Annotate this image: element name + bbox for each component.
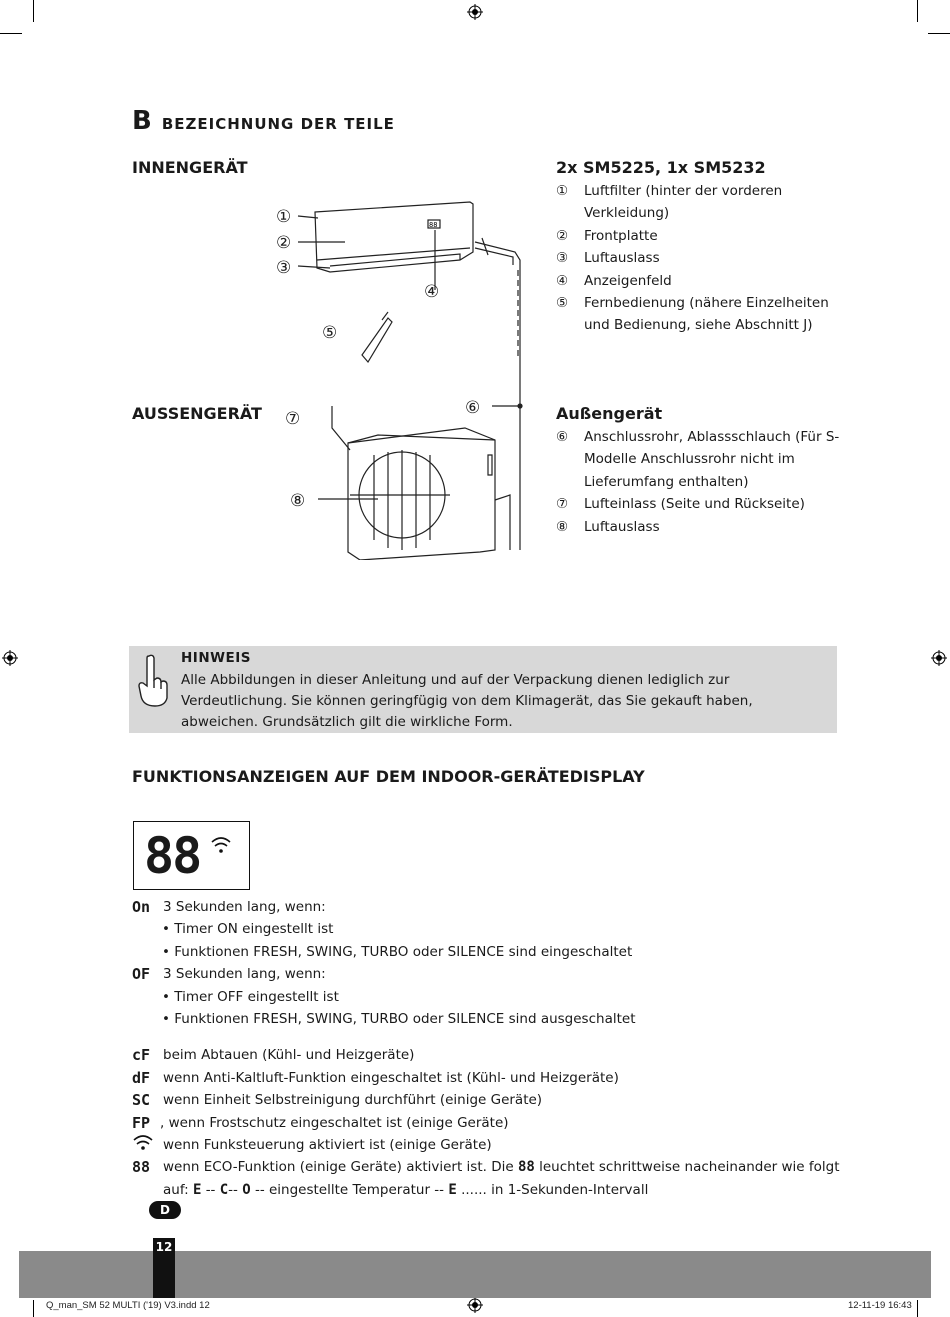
callout-7: ⑦: [285, 409, 301, 429]
wifi-icon: [210, 836, 232, 854]
callout-2: ②: [276, 233, 292, 253]
models-list: [556, 180, 844, 337]
page-number: 12: [155, 1240, 173, 1254]
outdoor-heading: AUSSENGERÄT: [132, 404, 262, 423]
section-title: BEZEICHNUNG DER TEILE: [161, 115, 395, 133]
registration-mark-icon: [467, 4, 483, 20]
callout-4: ④: [424, 282, 440, 302]
outdoor-list: [556, 426, 844, 538]
pointing-hand-icon: [135, 652, 171, 708]
page-number-tab: [153, 1238, 175, 1298]
list-item: • Funktionen FRESH, SWING, TURBO oder SILENCE sind eingeschaltet: [162, 943, 633, 960]
list-item: ② Frontplatte: [556, 227, 658, 244]
registration-mark-icon: [467, 1297, 483, 1313]
note-box: [129, 646, 837, 733]
outdoor-list-heading: Außengerät: [556, 404, 663, 423]
eco-symbol: 88: [132, 1158, 151, 1177]
cf-symbol: cF: [132, 1046, 151, 1065]
on-symbol: On: [132, 898, 151, 916]
function-row-eco: 88 wenn ECO-Funktion (einige Geräte) aktiviert ist. Die 88 leuchtet schrittweise nacheinander wie folgt: [132, 1156, 852, 1178]
function-row-frost-protection: FP , wenn Frostschutz eingeschaltet ist (einige Geräte): [132, 1112, 852, 1134]
list-item: • Timer ON eingestellt ist: [162, 921, 334, 938]
list-item: ③ Luftauslass: [556, 250, 660, 267]
list-item: • Funktionen FRESH, SWING, TURBO oder SILENCE sind ausgeschaltet: [162, 1010, 636, 1027]
list-item: ⑥ Anschlussrohr, Ablassschlauch (Für S-Modelle Anschlussrohr nicht im Lieferumfang enthalten): [556, 429, 840, 490]
note-title: HINWEIS: [181, 650, 251, 666]
section-letter: B: [132, 106, 152, 136]
eco-sequence: auf: E -- C -- O -- eingestellte Temperatur -- E ...... in 1-Sekunden-Intervall: [163, 1181, 649, 1198]
slug-left: Q_man_SM 52 MULTI ('19) V3.indd 12: [46, 1300, 210, 1311]
wifi-icon: [132, 1134, 154, 1150]
list-item: ④ Anzeigenfeld: [556, 272, 672, 289]
registration-mark-icon: [931, 650, 947, 666]
note-text: Alle Abbildungen in dieser Anleitung und auf der Verpackung dienen lediglich zur Verdeutlichung. Sie können geringfügig von dem Klimagerät, das Sie gekauft haben, abweichen. Grundsätzlich gilt die wirkliche Form.: [181, 672, 753, 730]
callout-1: ①: [276, 207, 292, 227]
registration-mark-icon: [2, 650, 18, 666]
callout-3: ③: [276, 258, 292, 278]
list-item: ⑤ Fernbedienung (nähere Einzelheiten und Bedienung, siehe Abschnitt J): [556, 295, 829, 334]
models-heading: 2x SM5225, 1x SM5232: [556, 158, 766, 177]
function-row-on: On 3 Sekunden lang, wenn:: [132, 896, 852, 918]
display-digits: 88: [144, 827, 201, 885]
fp-symbol: FP: [132, 1113, 151, 1132]
off-symbol: OF: [132, 965, 151, 984]
list-item: ⑧ Luftauslass: [556, 518, 660, 535]
function-row-defrost: cF beim Abtauen (Kühl- und Heizgeräte): [132, 1044, 852, 1066]
function-row-anti-cold: dF wenn Anti-Kaltluft-Funktion eingeschaltet ist (Kühl- und Heizgeräte): [132, 1067, 852, 1089]
df-symbol: dF: [132, 1068, 151, 1087]
language-badge: D: [149, 1201, 181, 1219]
list-item: ① Luftfilter (hinter der vorderen Verkleidung): [556, 183, 783, 222]
callout-5: ⑤: [322, 323, 338, 343]
section-heading: [132, 106, 395, 136]
function-list: [132, 896, 852, 1201]
display-panel: [133, 821, 250, 890]
function-row-off: OF 3 Sekunden lang, wenn:: [132, 963, 852, 985]
slug-right: 12-11-19 16:43: [848, 1300, 912, 1311]
callout-8: ⑧: [290, 491, 306, 511]
indoor-heading: INNENGERÄT: [132, 158, 248, 177]
functions-heading: FUNKTIONSANZEIGEN AUF DEM INDOOR-GERÄTEDISPLAY: [132, 767, 645, 786]
list-item: ⑦ Lufteinlass (Seite und Rückseite): [556, 496, 805, 513]
sc-symbol: SC: [132, 1091, 151, 1110]
function-row-self-clean: SC wenn Einheit Selbstreinigung durchführt (einige Geräte): [132, 1089, 852, 1111]
unit-display-readout: 88: [429, 221, 438, 229]
unit-diagram: [270, 190, 540, 560]
function-row-wireless: wenn Funksteuerung aktiviert ist (einige Geräte): [132, 1134, 852, 1156]
list-item: • Timer OFF eingestellt ist: [162, 988, 339, 1005]
callout-6: ⑥: [465, 398, 481, 418]
